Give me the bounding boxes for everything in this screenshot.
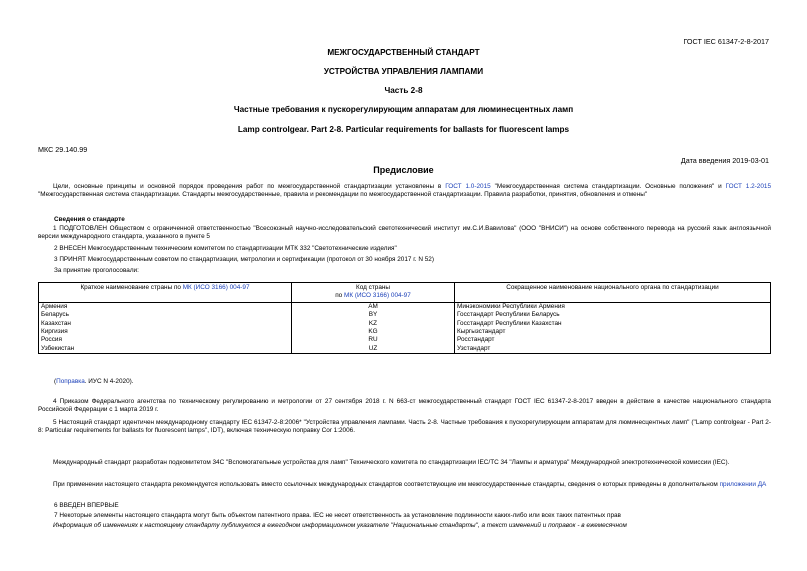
table-row	[39, 345, 771, 354]
country-cell: Армения	[39, 302, 292, 311]
table-row	[39, 311, 771, 319]
country-cell: Россия	[39, 336, 292, 344]
body-cell: Госстандарт Республики Казахстан	[455, 320, 771, 328]
table-row	[39, 328, 771, 336]
subtitle-en: Lamp controlgear. Part 2-8. Particular requirements for ballasts for fluorescent lamps	[237, 125, 570, 134]
intro-date: Дата введения 2019-03-01	[680, 156, 769, 165]
header-code-text: Код страны	[356, 284, 390, 291]
header-code	[292, 283, 455, 303]
body-cell: Госстандарт Республики Беларусь	[455, 311, 771, 319]
table-row	[39, 336, 771, 344]
body-cell: Минэкономики Республики Армения	[455, 302, 771, 311]
standard-type: МЕЖГОСУДАРСТВЕННЫЙ СТАНДАРТ	[327, 48, 480, 57]
info-italic: Информация об изменениях к настоящему стандарту публикуется в ежегодном информационном указателе "Национальные стандарты", а текст изменений и поправок - в ежемесячном	[53, 522, 627, 529]
mks-code: МКС 29.140.99	[38, 145, 88, 154]
gost-1-2-link[interactable]: ГОСТ 1.2-2015	[725, 183, 772, 190]
document-code: ГОСТ IEC 61347-2-8-2017	[683, 37, 769, 46]
intl-paragraph-2	[38, 481, 771, 489]
country-cell: Казахстан	[39, 320, 292, 328]
preface-text-b: "Межгосударственная система стандартизации. Основные положения" и	[490, 183, 726, 190]
item-5: 5 Настоящий стандарт идентичен международному стандарту IEC 61347-2-8:2006* "Устройства управления лампами. Часть 2-8. Частные требования к пускорегулирующим аппаратам для люминесцентных ламп" ("Lamp controlgear - Part 2-8: Particular requirements for ballasts for fluorescent lamps", IDT), включая техническую поправку Cor 1:2006.	[38, 419, 771, 435]
code-cell: BY	[292, 311, 455, 319]
amendment-open: (	[54, 378, 57, 385]
country-cell: Беларусь	[39, 311, 292, 319]
header-country	[39, 283, 292, 303]
item-2: 2 ВНЕСЕН Межгосударственным техническим комитетом по стандартизации МТК 332 "Светотехнические изделия"	[54, 245, 397, 252]
amendment-link[interactable]: Поправка	[56, 378, 85, 385]
voted-label: За принятие проголосовали:	[54, 267, 139, 274]
header-body: Сокращенное наименование национального органа по стандартизации	[455, 283, 771, 303]
appendix-da-link[interactable]: приложении ДА	[719, 481, 767, 488]
subtitle-ru: Частные требования к пускорегулирующим аппаратам для люминесцентных ламп	[233, 105, 574, 114]
header-country-text: Краткое наименование страны по	[80, 284, 183, 291]
table-header-row	[39, 283, 771, 303]
code-cell: AM	[292, 302, 455, 311]
gost-1-0-link[interactable]: ГОСТ 1.0-2015	[445, 183, 491, 190]
code-cell: KG	[292, 328, 455, 336]
mk-iso-link-2[interactable]: МК (ИСО 3166) 004-97	[344, 292, 411, 300]
body-cell: Узстандарт	[455, 345, 771, 354]
info-heading: Сведения о стандарте	[54, 216, 125, 223]
code-cell: RU	[292, 336, 455, 344]
item-1: 1 ПОДГОТОВЛЕН Обществом с ограниченной ответственностью "Всесоюзный научно-исследовательский светотехнический институт им.С.И.Вавилова" (ООО "ВНИСИ") на основе собственного перевода на русский язык англоязычной версии международного стандарта, указанного в пункте 5	[38, 225, 771, 241]
item-3: 3 ПРИНЯТ Межгосударственным советом по стандартизации, метрологии и сертификации (протокол от 30 ноября 2017 г. N 52)	[54, 256, 434, 263]
body-cell: Кыргызстандарт	[455, 328, 771, 336]
code-cell: UZ	[292, 345, 455, 354]
countries-table	[38, 282, 771, 354]
preface-paragraph	[38, 183, 771, 200]
code-cell: KZ	[292, 320, 455, 328]
preface-text-a: Цели, основные принципы и основной порядок проведения работ по межгосударственной стандартизации установлены в	[53, 183, 446, 190]
country-cell: Киргизия	[39, 328, 292, 336]
amendment-rest: . ИУС N 4-2020).	[84, 378, 134, 385]
standard-part: Часть 2-8	[384, 86, 423, 95]
amendment-note	[54, 378, 134, 386]
table-row	[39, 320, 771, 328]
table-row	[39, 302, 771, 311]
item-6: 6 ВВЕДЕН ВПЕРВЫЕ	[54, 502, 119, 509]
preface-text-c: "Межгосударственная система стандартизации. Стандарты межгосударственные, правила и рекомендации по межгосударственной стандартизации. Правила разработки, принятия, обновления и отмены"	[38, 191, 648, 199]
body-cell: Росстандарт	[455, 336, 771, 344]
item-7: 7 Некоторые элементы настоящего стандарта могут быть объектом патентного права. IEC не несет ответственность за установление подлинности каких-либо или всех таких патентных прав	[54, 512, 621, 519]
intl-paragraph-2-text: При применении настоящего стандарта рекомендуется использовать вместо ссылочных международных стандартов соответствующие им межгосударственные стандарты, сведения о которых приведены в дополнительном	[53, 481, 720, 488]
intl-paragraph-1: Международный стандарт разработан подкомитетом 34C "Вспомогательные устройства для ламп" Технического комитета по стандартизации IEC/TC 34 "Лампы и арматура" Международной электротехнической комиссии (IEC).	[53, 459, 730, 466]
mk-iso-link[interactable]: МК (ИСО 3166) 004-97	[182, 284, 250, 291]
preface-heading: Предисловие	[373, 165, 434, 175]
standard-name: УСТРОЙСТВА УПРАВЛЕНИЯ ЛАМПАМИ	[323, 67, 484, 76]
header-code-by: по	[335, 292, 344, 300]
country-cell: Узбекистан	[39, 345, 292, 354]
item-4: 4 Приказом Федерального агентства по техническому регулированию и метрологии от 27 сентября 2018 г. N 663-ст межгосударственный стандарт ГОСТ IEC 61347-2-8-2017 введен в действие в качестве национального стандарта Российской Федерации с 1 марта 2019 г.	[38, 398, 771, 414]
